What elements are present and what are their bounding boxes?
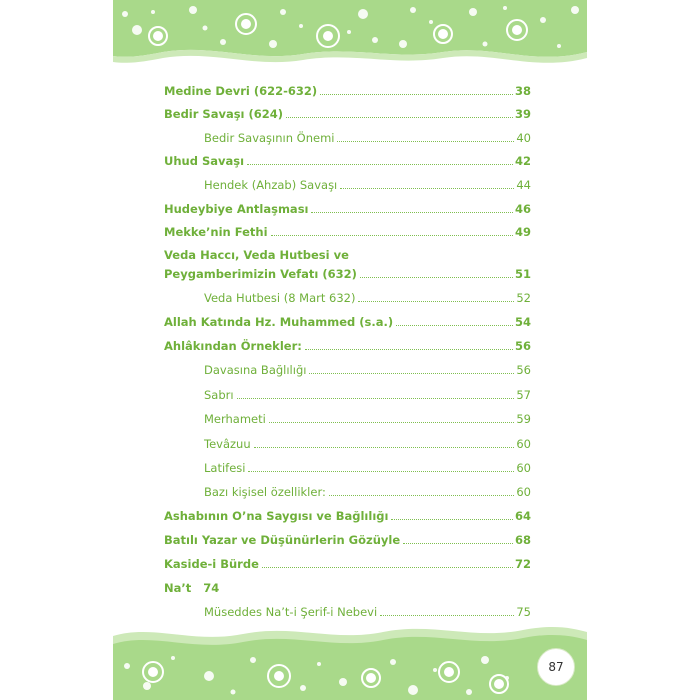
toc-entry-page: 52 (516, 291, 531, 305)
leader-dots (337, 140, 514, 142)
toc-entry-page: 49 (514, 225, 531, 239)
toc-entry[interactable] (164, 174, 531, 192)
toc-entry-label: Na’t (164, 581, 192, 595)
toc-entry-label: Bazı kişisel özellikler: (204, 485, 326, 499)
toc-entry[interactable] (164, 505, 531, 523)
leader-dots (262, 566, 513, 568)
toc-entry[interactable] (164, 553, 531, 571)
leader-dots (309, 372, 514, 374)
toc-entry-page: 44 (516, 178, 531, 192)
toc-entry-page: 54 (514, 315, 531, 329)
toc-entry[interactable] (164, 263, 531, 281)
toc-entry[interactable] (164, 577, 531, 595)
toc-entry[interactable] (164, 481, 531, 499)
toc-entry-page: 64 (514, 509, 531, 523)
toc-entry-label: Peygamberimizin Vefatı (632) (164, 267, 357, 281)
toc-entry[interactable] (164, 198, 531, 216)
leader-dots (286, 116, 513, 118)
toc-entry-label: Davasına Bağlılığı (204, 363, 307, 377)
toc-entry-page: 39 (514, 107, 531, 121)
toc-entry-page: 60 (516, 485, 531, 499)
toc-entry-page: 75 (516, 605, 531, 619)
toc-entry-label: Bedir Savaşının Önemi (204, 131, 335, 145)
toc-entry[interactable] (164, 127, 531, 145)
toc-entry-label: Batılı Yazar ve Düşünürlerin Gözüyle (164, 533, 401, 547)
toc-entry[interactable] (164, 529, 531, 547)
toc-entry[interactable] (164, 80, 531, 98)
toc-entry-label: Tevâzuu (204, 437, 251, 451)
leader-dots (254, 446, 515, 448)
toc-entry-label: Sabrı (204, 388, 234, 402)
toc-entry[interactable] (164, 311, 531, 329)
toc-entry-label: Uhud Savaşı (164, 154, 245, 168)
toc-entry-page: 42 (514, 154, 531, 168)
bottom-floral-band (113, 606, 587, 700)
toc-entry[interactable] (164, 103, 531, 121)
toc-entry[interactable] (164, 384, 531, 402)
leader-dots (340, 187, 514, 189)
toc-entry[interactable] (164, 408, 531, 426)
toc-entry-page: 38 (514, 84, 531, 98)
toc-entry[interactable] (164, 433, 531, 451)
toc-entry-label: Ashabının O’na Saygısı ve Bağlılığı (164, 509, 389, 523)
page-number-badge (537, 648, 575, 686)
leader-dots (320, 93, 513, 95)
top-floral-band (113, 0, 587, 72)
leader-dots (329, 494, 515, 496)
toc-entry[interactable] (164, 359, 531, 377)
leader-dots (311, 211, 513, 213)
leader-dots (360, 276, 513, 278)
toc-entry-page: 60 (516, 461, 531, 475)
toc-entry-label: Hendek (Ahzab) Savaşı (204, 178, 338, 192)
toc-entry[interactable] (164, 221, 531, 239)
toc-entry-label: Merhameti (204, 412, 266, 426)
toc-entry-label: Allah Katında Hz. Muhammed (s.a.) (164, 315, 394, 329)
leader-dots (248, 470, 514, 472)
leader-dots (305, 348, 513, 350)
leader-dots (391, 518, 513, 520)
leader-dots (247, 163, 513, 165)
toc-entry-label: Müseddes Na’t-i Şerif-i Nebevi (204, 605, 378, 619)
toc-entry[interactable] (164, 335, 531, 353)
toc-entry-page: 60 (516, 437, 531, 451)
leader-dots (403, 542, 513, 544)
book-page (113, 0, 587, 700)
toc-entry-label: Veda Hutbesi (8 Mart 632) (204, 291, 356, 305)
leader-dots (396, 324, 513, 326)
toc-entry-page: 56 (516, 363, 531, 377)
toc-entry-page: 56 (514, 339, 531, 353)
toc-entry-label: Ahlâkından Örnekler: (164, 339, 302, 353)
toc-entry[interactable] (164, 287, 531, 305)
toc-entry[interactable] (164, 150, 531, 168)
toc-entry[interactable] (164, 457, 531, 475)
toc-entry-page: 59 (516, 412, 531, 426)
toc-entry-page: 74 (203, 581, 220, 595)
toc-entry-label: Hudeybiye Antlaşması (164, 202, 309, 216)
leader-dots (269, 421, 515, 423)
toc-entry-label: Latifesi (204, 461, 246, 475)
toc-entry-page: 40 (516, 131, 531, 145)
toc-entry-page: 46 (514, 202, 531, 216)
toc-entry-page: 57 (516, 388, 531, 402)
toc-entry-page: 72 (514, 557, 531, 571)
leader-dots (271, 234, 513, 236)
page-number: 87 (548, 660, 564, 674)
toc-entry-label: Kaside-i Bürde (164, 557, 259, 571)
toc-entry-label: Medine Devri (622-632) (164, 84, 318, 98)
leader-dots (237, 397, 515, 399)
toc-entry-page: 68 (514, 533, 531, 547)
toc-entry-label: Bedir Savaşı (624) (164, 107, 284, 121)
toc-entry-label: Mekke’nin Fethi (164, 225, 268, 239)
toc-entry-first-line: Veda Haccı, Veda Hutbesi ve (164, 248, 349, 262)
toc-entry-page: 51 (514, 267, 531, 281)
leader-dots (358, 300, 514, 302)
